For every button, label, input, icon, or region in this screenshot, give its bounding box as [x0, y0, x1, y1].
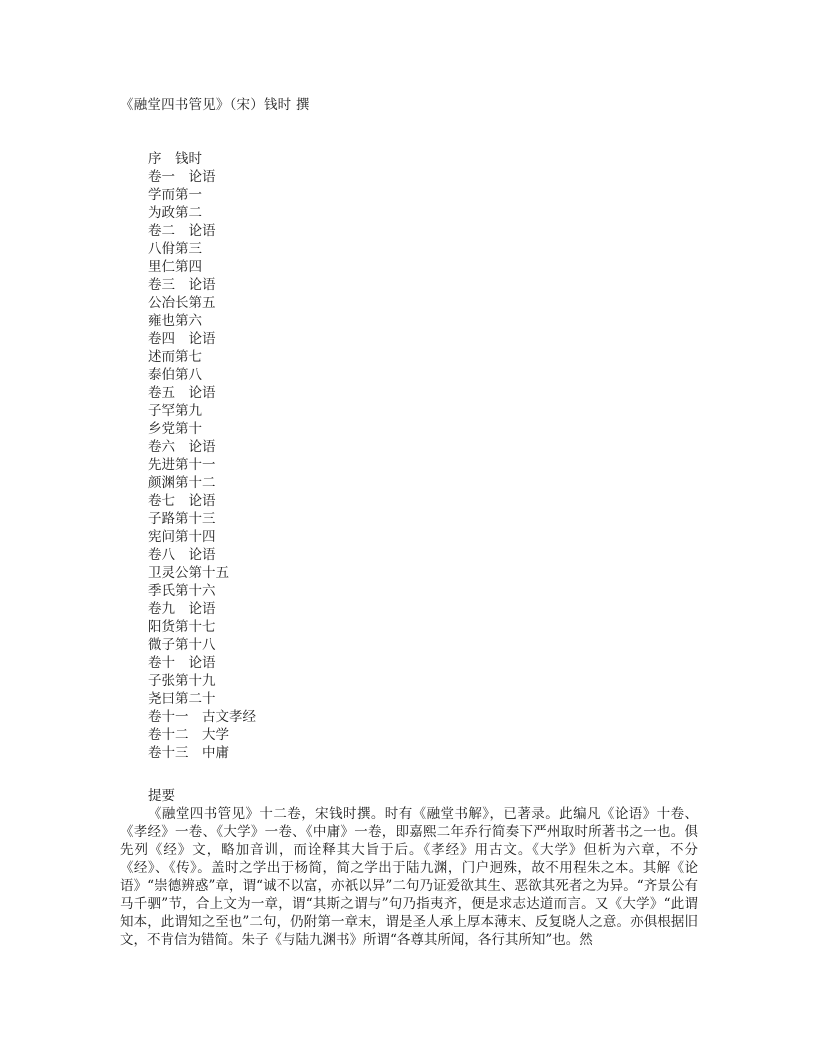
toc-item: 乡党第十 — [148, 421, 202, 437]
toc-item: 卷五 论语 — [148, 385, 216, 401]
toc-item: 阳货第十七 — [148, 619, 216, 635]
toc-item: 先进第十一 — [148, 457, 216, 473]
toc-item: 子路第十三 — [148, 511, 216, 527]
toc-item: 卷十三 中庸 — [148, 745, 229, 761]
toc-item: 子张第十九 — [148, 673, 216, 689]
toc-item: 雍也第六 — [148, 313, 202, 329]
abstract-body: 《融堂四书管见》十二卷，宋钱时撰。时有《融堂书解》，已著录。此编凡《论语》十卷、《孝经》一卷、《大学》一卷、《中庸》一卷，即嘉熙二年乔行简奏下严州取时所著书之一也。俱先列《经》文，略加音训，而诠释其大旨于后。《孝经》用古文。《大学》但析为六章，不分《经》、《传》。盖时之学出于杨简，简之学出于陆九渊，门户迥殊，故不用程朱之本。其解《论语》“崇德辨惑”章，谓“诚不以富，亦祇以异”二句乃证爱欲其生、恶欲其死者之为异。“齐景公有马千驷”节，合上文为一章，谓“其斯之谓与”句乃指夷齐，便是求志达道而言。又《大学》“此谓知本，此谓知之至也”二句，仍附第一章末，谓是圣人承上厚本薄末、反复晓人之意。亦俱根据旧文，不肯信为错简。朱子《与陆九渊书》所谓“各尊其所闻，各行其所知”也。然 — [120, 806, 698, 948]
toc-item: 泰伯第八 — [148, 367, 202, 383]
toc-item: 尧曰第二十 — [148, 691, 216, 707]
toc-item: 里仁第四 — [148, 259, 202, 275]
toc-item: 学而第一 — [148, 187, 202, 203]
toc-item: 述而第七 — [148, 349, 202, 365]
toc-item: 卷十二 大学 — [148, 727, 229, 743]
toc-item: 公冶长第五 — [148, 295, 216, 311]
toc-item: 卷一 论语 — [148, 169, 216, 185]
toc-item: 颜渊第十二 — [148, 475, 216, 491]
toc-item: 季氏第十六 — [148, 583, 216, 599]
toc-item: 卷六 论语 — [148, 439, 216, 455]
toc-item: 序 钱时 — [148, 151, 202, 167]
toc-item: 宪问第十四 — [148, 529, 216, 545]
toc-item: 子罕第九 — [148, 403, 202, 419]
toc-item: 卷四 论语 — [148, 331, 216, 347]
toc-item: 卫灵公第十五 — [148, 565, 229, 581]
document-title: 《融堂四书管见》（宋）钱时 撰 — [120, 97, 310, 113]
toc-item: 为政第二 — [148, 205, 202, 221]
toc-item: 卷十 论语 — [148, 655, 216, 671]
toc-item: 微子第十八 — [148, 637, 216, 653]
abstract-heading: 提要 — [148, 788, 175, 804]
toc-item: 卷三 论语 — [148, 277, 216, 293]
toc-item: 卷十一 古文孝经 — [148, 709, 256, 725]
toc-item: 卷二 论语 — [148, 223, 216, 239]
toc-item: 卷九 论语 — [148, 601, 216, 617]
toc-item: 八佾第三 — [148, 241, 202, 257]
toc-item: 卷八 论语 — [148, 547, 216, 563]
table-of-contents — [148, 150, 256, 762]
toc-item: 卷七 论语 — [148, 493, 216, 509]
